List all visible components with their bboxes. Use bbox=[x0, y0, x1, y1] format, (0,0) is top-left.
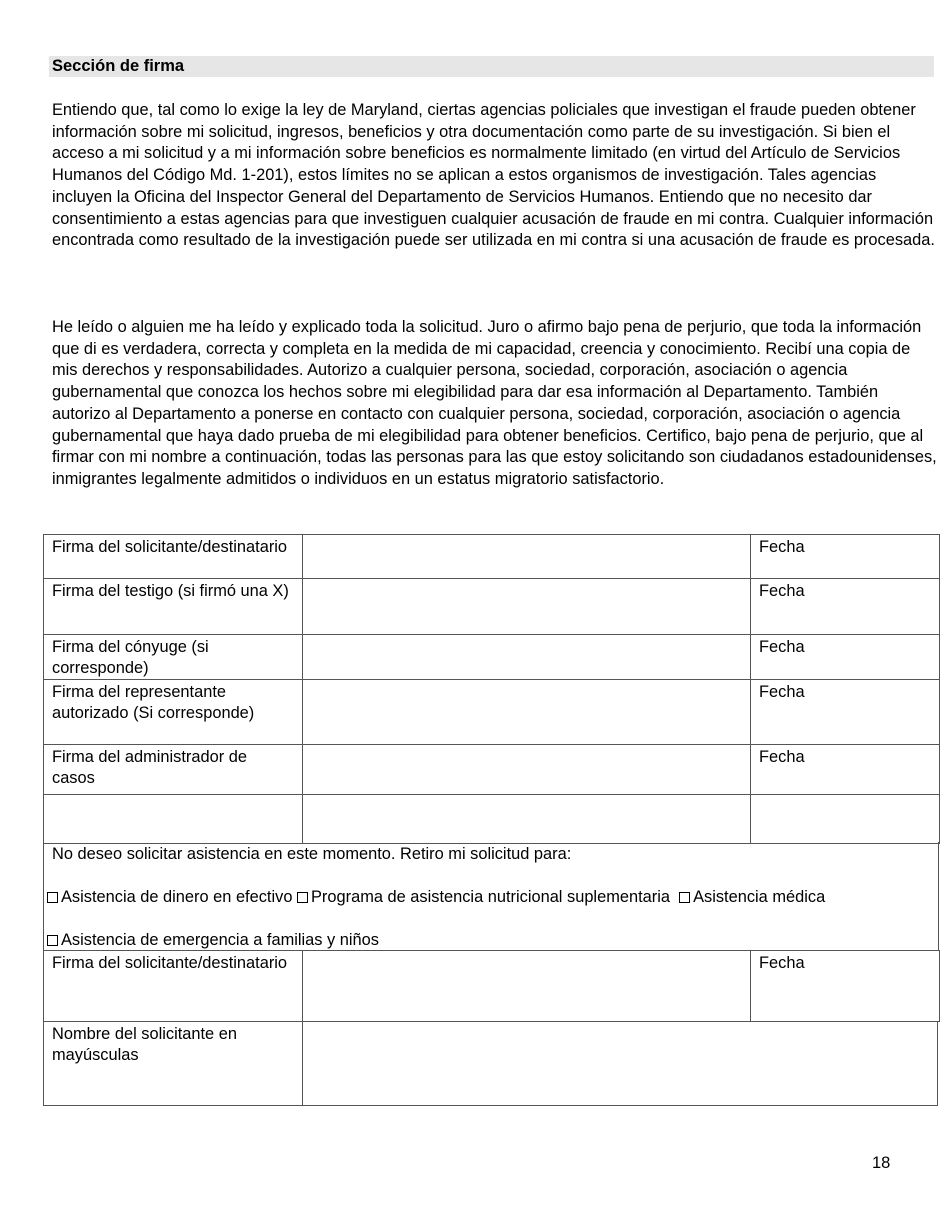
signature-field[interactable] bbox=[303, 680, 751, 745]
name-field[interactable] bbox=[303, 1022, 938, 1106]
name-label: Nombre del solicitante en mayúsculas bbox=[44, 1022, 303, 1106]
date-field[interactable]: Fecha bbox=[751, 951, 940, 1022]
signature-row bbox=[44, 951, 940, 1022]
date-field[interactable]: Fecha bbox=[751, 635, 940, 680]
consent-paragraph: Entiendo que, tal como lo exige la ley de Maryland, ciertas agencias policiales que investigan el fraude pueden obtener información sobre mi solicitud, ingresos, beneficios y otra documentación como parte de su investigación. Si bien el acceso a mi solicitud y a mi información sobre beneficios es normalmente limitado (en virtud del Artículo de Servicios Humanos del Código Md. 1-201), estos límites no se aplican a estos organismos de investigación. Tales agencias incluyen la Oficina del Inspector General del Departamento de Servicios Humanos. Entiendo que no necesito dar consentimiento a estas agencias para que investiguen cualquier acusación de fraude en mi contra. Cualquier información encontrada como resultado de la investigación puede ser utilizada en mi contra si una acusación de fraude es procesada. bbox=[52, 101, 935, 250]
signature-row bbox=[44, 635, 940, 680]
date-field[interactable]: Fecha bbox=[751, 745, 940, 795]
signature-label: Firma del solicitante/destinatario bbox=[44, 951, 303, 1022]
withdraw-option-emergency[interactable]: Asistencia de emergencia a familias y niños bbox=[47, 930, 379, 951]
applicant-name-table bbox=[43, 1021, 938, 1106]
signature-field[interactable] bbox=[303, 635, 751, 680]
empty-signature-field[interactable] bbox=[303, 795, 751, 844]
checkbox-icon[interactable] bbox=[47, 935, 58, 946]
empty-row bbox=[44, 795, 940, 844]
withdrawal-signature-table bbox=[43, 950, 940, 1022]
name-row bbox=[44, 1022, 938, 1106]
signature-table bbox=[43, 534, 940, 844]
withdrawal-options-row bbox=[47, 887, 825, 908]
checkbox-icon[interactable] bbox=[679, 892, 690, 903]
attestation-paragraph: He leído o alguien me ha leído y explicado toda la solicitud. Juro o afirmo bajo pena de perjurio, que toda la información que di es verdadera, correcta y completa en la medida de mi capacidad, creencia y conocimiento. Recibí una copia de mis derechos y responsabilidades. Autorizo a cualquier persona, sociedad, corporación, asociación o agencia gubernamental que conozca los hechos sobre mi elegibilidad para dar esa información al Departamento. También autorizo al Departamento a ponerse en contacto con cualquier persona, sociedad, corporación, asociación o agencia gubernamental que haya dado prueba de mi elegibilidad para obtener beneficios. Certifico, bajo pena de perjurio, que al firmar con mi nombre a continuación, todas las personas para las que estoy solicitando son ciudadanos estadounidenses, inmigrantes legalmente admitidos o individuos en un estatus migratorio satisfactorio. bbox=[52, 318, 937, 488]
empty-date-field[interactable] bbox=[751, 795, 940, 844]
checkbox-icon[interactable] bbox=[47, 892, 58, 903]
signature-label: Firma del cónyuge (si corresponde) bbox=[44, 635, 303, 680]
signature-row bbox=[44, 535, 940, 579]
signature-label: Firma del testigo (si firmó una X) bbox=[44, 579, 303, 635]
empty-label-cell bbox=[44, 795, 303, 844]
signature-field[interactable] bbox=[303, 951, 751, 1022]
withdraw-option-snap[interactable]: Programa de asistencia nutricional suplementaria bbox=[297, 888, 670, 906]
signature-row bbox=[44, 579, 940, 635]
signature-label: Firma del administrador de casos bbox=[44, 745, 303, 795]
withdrawal-statement: No deseo solicitar asistencia en este momento. Retiro mi solicitud para: bbox=[52, 845, 572, 863]
signature-row bbox=[44, 680, 940, 745]
withdrawal-section bbox=[43, 842, 939, 950]
page-number: 18 bbox=[872, 1154, 891, 1172]
section-heading: Sección de firma bbox=[49, 56, 934, 77]
withdraw-option-medical[interactable]: Asistencia médica bbox=[675, 888, 826, 906]
checkbox-icon[interactable] bbox=[297, 892, 308, 903]
date-field[interactable]: Fecha bbox=[751, 579, 940, 635]
signature-field[interactable] bbox=[303, 745, 751, 795]
withdraw-option-cash[interactable]: Asistencia de dinero en efectivo bbox=[47, 888, 292, 906]
date-field[interactable]: Fecha bbox=[751, 535, 940, 579]
signature-row bbox=[44, 745, 940, 795]
signature-field[interactable] bbox=[303, 579, 751, 635]
date-field[interactable]: Fecha bbox=[751, 680, 940, 745]
signature-label: Firma del representante autorizado (Si corresponde) bbox=[44, 680, 303, 745]
signature-label: Firma del solicitante/destinatario bbox=[44, 535, 303, 579]
signature-field[interactable] bbox=[303, 535, 751, 579]
